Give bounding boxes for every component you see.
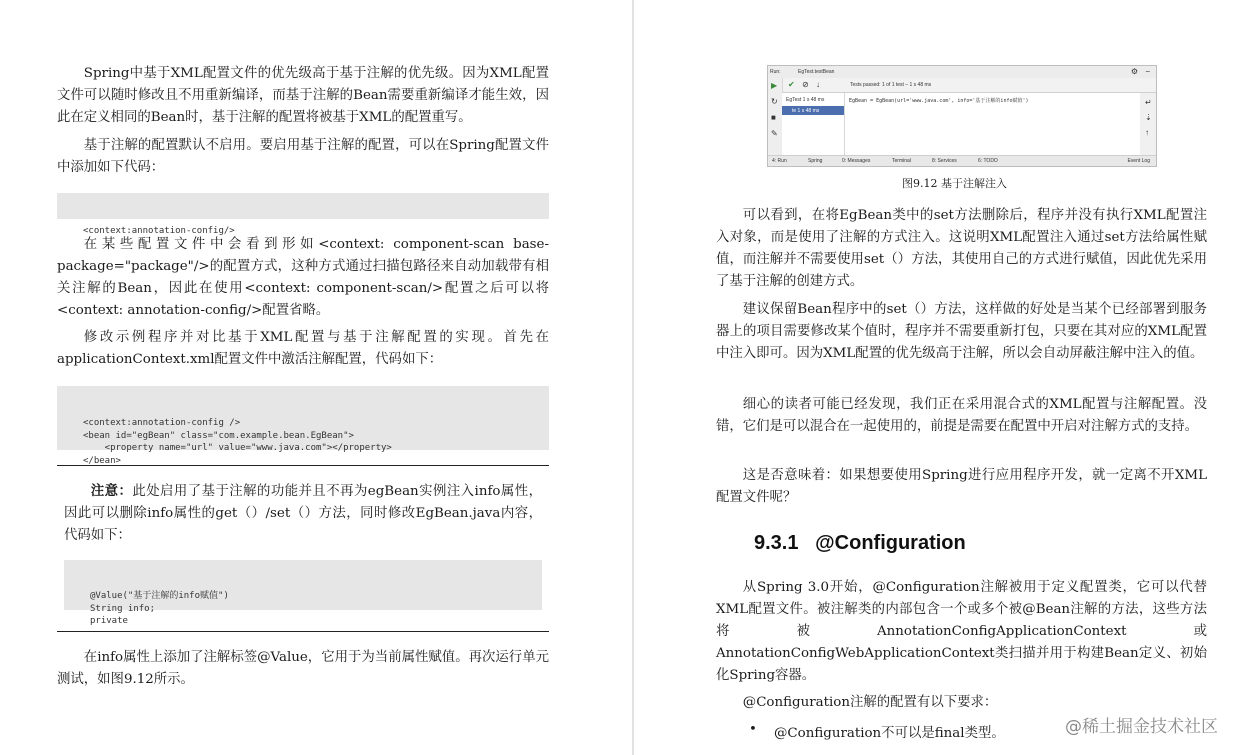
bottom-tab: Spring: [808, 158, 823, 164]
paragraph: 细心的读者可能已经发现，我们正在采用混合式的XML配置与注解配置。没错，它们是可以混合在一起使用的，前提是需要在配置中开启对注解方式的支持。: [716, 397, 1207, 434]
bottom-tab: 8: Services: [932, 158, 957, 164]
tool-window-bar: [768, 155, 1156, 166]
bottom-tab: Terminal: [892, 158, 911, 164]
paragraph: Spring中基于XML配置文件的优先级高于基于注解的优先级。因为XML配置文件可以随时修改且不用重新编译，而基于注解的Bean需要重新编译才能生效，因此在定义相同的Bean时，基于注解的配置将被基于XML的配置重写。: [57, 66, 549, 125]
paragraph: 这是否意味着：如果想要使用Spring进行应用程序开发，就一定离不开XML配置文件呢？: [716, 468, 1207, 505]
section-heading: 9.3.1 @Configuration: [754, 532, 966, 554]
tree-item: te 1 s 48 ms: [792, 108, 820, 114]
tree-item: EgTest 1 s 48 ms: [786, 97, 825, 103]
note-bottom-rule: [57, 631, 549, 632]
code-text: <context:annotation-config /> <bean id="egBean" class="com.example.bean.EgBean"> <property name="url" value="www.java.com"></property> </bean>: [83, 418, 392, 466]
figure-caption: 图9.12 基于注解注入: [902, 177, 1007, 190]
watermark: @稀土掘金技术社区: [1065, 717, 1218, 737]
code-block: [57, 193, 549, 236]
note-label: 注意：: [90, 483, 133, 499]
test-toolbar: [768, 78, 1156, 93]
test-tree: [782, 93, 845, 156]
stop-icon: ■: [771, 113, 776, 122]
event-log: Event Log: [1127, 158, 1150, 164]
block-icon: ⊘: [802, 80, 809, 89]
console-line: EgBean = EgBean(url='www.java.com', info='基于注解的info赋值'): [849, 98, 1029, 104]
play-icon: ▶: [771, 81, 778, 90]
note-box: [64, 480, 542, 547]
paragraph: 在info属性上添加了注解标签@Value，它用于为当前属性赋值。再次运行单元测试，如图9.12所示。: [57, 650, 549, 687]
paragraph: 可以看到，在将EgBean类中的set方法删除后，程序并没有执行XML配置注入对象，而是使用了注解的方式注入。这说明XML配置注入通过set方法给属性赋值，而注解并不需要使用set（）方法，其使用自己的方式进行赋值，因此优先采用了基于注解的创建方式。: [716, 208, 1207, 289]
paragraph: @Configuration注解的配置有以下要求：: [742, 695, 998, 710]
code-text: @Value("基于注解的info赋值") String info; private: [90, 591, 229, 626]
wrap-icon: ↵: [1145, 98, 1152, 107]
code-block: [64, 560, 542, 626]
check-icon: ✔: [788, 80, 795, 89]
code-text: <context:annotation-config/>: [83, 226, 235, 236]
bullet-item: @Configuration不可以是final类型。: [774, 726, 1005, 741]
tests-passed: Tests passed: 1 of 1 test – 1 s 48 ms: [850, 82, 932, 88]
console-output: [845, 93, 1140, 156]
gear-icon: ⚙: [1130, 67, 1138, 76]
paragraph: 在某些配置文件中会看到形如<context: component-scan base-package="package"/>的配置方式，这种方式通过扫描包路径来自动加载带有相关注解的Bean，因此在使用<context: component-scan/>配置之后可以将<context: annotation-config/>配置省略。: [57, 237, 549, 318]
side-toolbar: [768, 78, 783, 156]
paragraph: 基于注解的配置默认不启用。要启用基于注解的配置，可以在Spring配置文件中添加如下代码：: [57, 138, 549, 175]
paragraph: 修改示例程序并对比基于XML配置与基于注解配置的实现。首先在applicationContext.xml配置文件中激活注解配置，代码如下：: [57, 330, 549, 367]
tree-selected: [782, 106, 844, 115]
rerun-icon: ↻: [771, 97, 778, 106]
code-block: [57, 386, 549, 466]
right-toolbar: [1140, 93, 1156, 156]
run-tab: EgTest.testBean: [798, 69, 835, 75]
ide-screenshot: [767, 65, 1157, 167]
note-top-rule: [57, 465, 549, 466]
scroll-icon: ⇣: [1145, 113, 1152, 122]
minimize-icon: −: [1145, 67, 1150, 76]
pin-icon: ✎: [771, 129, 778, 138]
sort-icon: ↓: [816, 80, 820, 89]
bullet-marker: •: [749, 722, 757, 737]
bottom-tab: 6: TODO: [978, 158, 998, 164]
run-label: Run:: [770, 69, 781, 75]
paragraph: 建议保留Bean程序中的set（）方法，这样做的好处是当某个已经部署到服务器上的项目需要修改某个值时，程序并不需要重新打包，只要在其对应的XML配置中注入即可。因为XML配置的优先级高于注解，所以会自动屏蔽注解中注入的值。: [716, 302, 1207, 361]
up-icon: ↑: [1145, 128, 1149, 137]
paragraph: 从Spring 3.0开始，@Configuration注解被用于定义配置类，它可以代替XML配置文件。被注解类的内部包含一个或多个被@Bean注解的方法，这些方法将被AnnotationConfigApplicationContext或AnnotationConfigWebApplicationContext类扫描并用于构建Bean定义、初始化Spring容器。: [716, 580, 1207, 683]
bottom-tab: 4: Run: [772, 158, 787, 164]
bottom-tab: 0: Messages: [842, 158, 871, 164]
note-text: 此处启用了基于注解的功能并且不再为egBean实例注入info属性，因此可以删除info属性的get（）/set（）方法，同时修改EgBean.java内容，代码如下：: [64, 484, 543, 543]
